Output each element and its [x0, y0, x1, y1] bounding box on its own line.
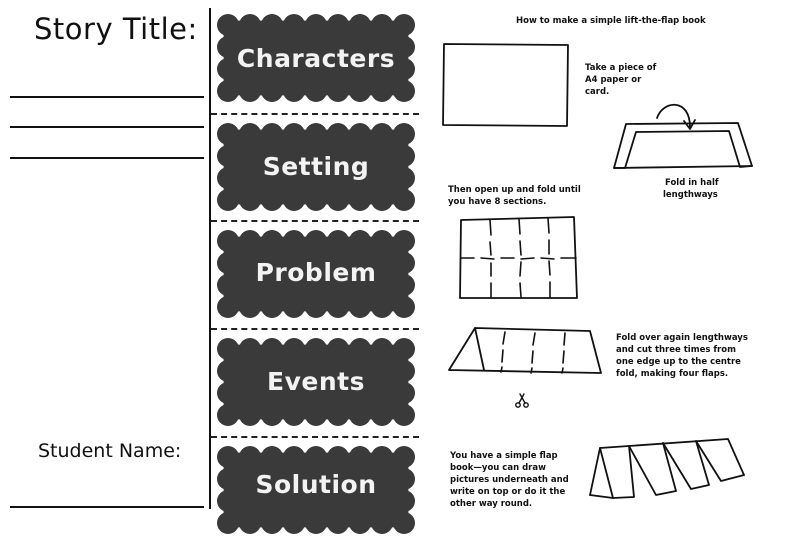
step1-line: A4 paper or	[585, 75, 642, 85]
student-name-label: Student Name:	[38, 440, 182, 462]
scissors-icon	[516, 394, 528, 407]
step4-line: fold, making four flaps.	[616, 369, 729, 379]
step5-line: book—you can draw	[450, 463, 546, 473]
fold-arrow-icon	[657, 105, 695, 129]
step3-note	[448, 184, 581, 208]
step5-line: other way round.	[450, 499, 533, 509]
story-title-label: Story Title:	[34, 12, 198, 46]
step4-line: one edge up to the centre	[616, 357, 741, 367]
section-label-problem: Problem	[255, 258, 377, 287]
step2-line: Fold in half	[665, 178, 719, 188]
step1-line: card.	[585, 87, 610, 97]
step2-line: lengthways	[663, 190, 718, 200]
step1-line: Take a piece of	[585, 63, 657, 73]
eight-sections-sketch	[460, 217, 577, 298]
finished-flap-book-sketch	[590, 439, 744, 498]
step3-line: you have 8 sections.	[448, 197, 547, 207]
section-label-setting: Setting	[262, 152, 370, 181]
step1-note	[585, 62, 656, 98]
step3-line: Then open up and fold until	[448, 185, 581, 195]
step5-line: You have a simple flap	[450, 451, 558, 461]
step5-note	[450, 450, 569, 510]
folded-half-sketch	[614, 123, 752, 168]
step5-line: write on top or do it the	[450, 487, 566, 497]
step4-line: Fold over again lengthways	[616, 333, 748, 343]
step2-note	[663, 177, 719, 201]
folded-cut-sketch	[449, 328, 601, 373]
section-label-solution: Solution	[255, 470, 377, 499]
step5-line: pictures underneath and	[450, 475, 569, 485]
blank-paper-sketch	[443, 44, 568, 126]
section-label-characters: Characters	[236, 44, 396, 73]
instructions-title: How to make a simple lift-the-flap book	[516, 16, 706, 26]
section-label-events: Events	[267, 367, 365, 396]
step4-line: and cut three times from	[616, 345, 736, 355]
step4-note	[616, 332, 748, 380]
